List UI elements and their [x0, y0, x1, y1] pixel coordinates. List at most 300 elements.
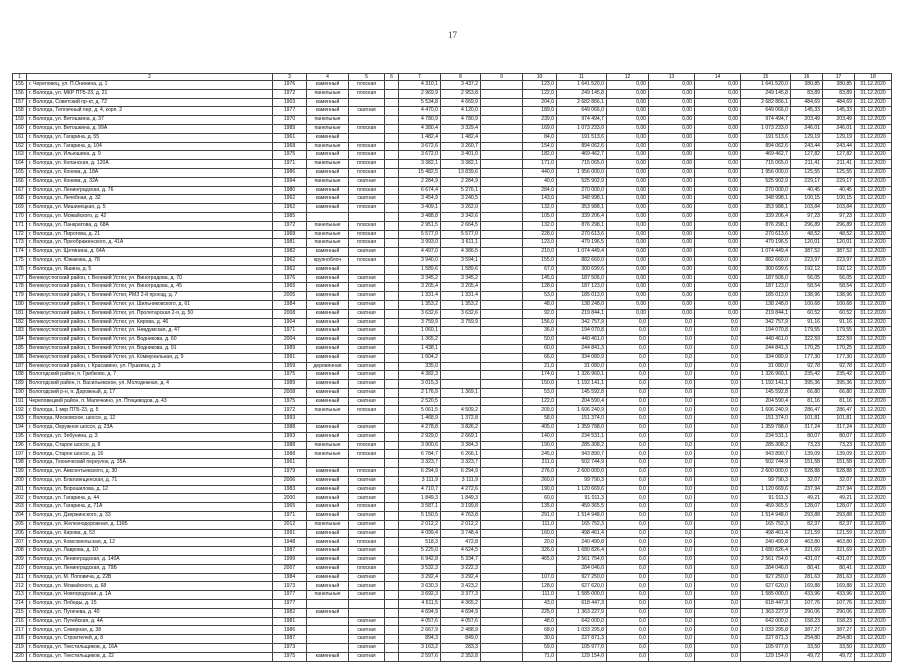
- specific-cost-cell: 387,27: [791, 626, 823, 635]
- total-area-cell: 4 057,6: [399, 617, 441, 626]
- total-area-cell: 2 667,9: [399, 626, 441, 635]
- col9-cell: [481, 204, 523, 213]
- living-area-cell: 4 624,5: [441, 547, 481, 556]
- roof-type-cell: [349, 459, 385, 468]
- col9-cell: [481, 309, 523, 318]
- owner-funds-cell: 187 506,0: [741, 274, 791, 283]
- wall-material-cell: каменный: [307, 485, 349, 494]
- col14-cell: 0,00: [695, 160, 741, 169]
- total-area-cell: 4 710,7: [399, 485, 441, 494]
- specific-cost-cell: 321,69: [791, 547, 823, 556]
- col9-cell: [481, 116, 523, 125]
- specific-cost-cell: 129,19: [791, 133, 823, 142]
- table-row: [13, 292, 892, 301]
- wall-material-cell: каменный: [307, 292, 349, 301]
- total-cost-cell: 459 365,5: [557, 503, 607, 512]
- table-row: [13, 397, 892, 406]
- max-cost-cell: 387,52: [823, 248, 855, 257]
- column-number-header: 7: [399, 74, 441, 81]
- living-area-cell: 3 632,6: [441, 309, 481, 318]
- living-area-cell: 3 199,8: [441, 503, 481, 512]
- completion-date-cell: 31.12.2020: [855, 582, 892, 591]
- row-index-cell: 169: [13, 204, 27, 213]
- total-area-cell: 6 784,7: [399, 450, 441, 459]
- total-cost-cell: 498 461,4: [557, 529, 607, 538]
- year-built-cell: 1983: [273, 485, 307, 494]
- row-index-cell: 218: [13, 635, 27, 644]
- col14-cell: 0,0: [695, 573, 741, 582]
- table-row: [13, 177, 892, 186]
- wall-material-cell: каменный: [307, 512, 349, 521]
- owner-funds-cell: 165 752,3: [741, 520, 791, 529]
- completion-date-cell: 31.12.2020: [855, 494, 892, 503]
- total-cost-cell: 618 447,3: [557, 600, 607, 609]
- col14-cell: 0,00: [695, 212, 741, 221]
- total-cost-cell: 1 680 826,4: [557, 547, 607, 556]
- col6-cell: [385, 520, 399, 529]
- column-number-header: 9: [481, 74, 523, 81]
- max-cost-cell: 56,05: [823, 274, 855, 283]
- specific-cost-cell: 49,21: [791, 494, 823, 503]
- col12-cell: 0,0: [607, 441, 649, 450]
- max-cost-cell: 138,96: [823, 292, 855, 301]
- total-area-cell: 3 409,1: [399, 204, 441, 213]
- row-index-cell: 158: [13, 107, 27, 116]
- wall-material-cell: каменный: [307, 380, 349, 389]
- completion-date-cell: 31.12.2020: [855, 309, 892, 318]
- owner-funds-cell: 459 365,5: [741, 503, 791, 512]
- address-cell: г. Вологда, ул. Кирова, д. 53: [27, 529, 273, 538]
- owner-funds-cell: 2 600 000,0: [741, 468, 791, 477]
- living-area-cell: 3 384,3: [441, 441, 481, 450]
- table-row: [13, 626, 892, 635]
- roof-type-cell: скатная: [349, 283, 385, 292]
- col6-cell: [385, 397, 399, 406]
- col9-cell: [481, 591, 523, 600]
- page-number: 17: [448, 30, 457, 40]
- wall-material-cell: каменный: [307, 274, 349, 283]
- wall-material-cell: [307, 600, 349, 609]
- completion-date-cell: 31.12.2020: [855, 432, 892, 441]
- total-cost-cell: 91 011,3: [557, 494, 607, 503]
- specific-cost-cell: 192,12: [791, 265, 823, 274]
- completion-date-cell: 31.12.2020: [855, 274, 892, 283]
- max-cost-cell: 296,89: [823, 221, 855, 230]
- row-index-cell: 219: [13, 644, 27, 653]
- residents-cell: 71,0: [523, 652, 557, 661]
- max-cost-cell: 80,41: [823, 564, 855, 573]
- max-cost-cell: 121,59: [823, 529, 855, 538]
- specific-cost-cell: 138,96: [791, 292, 823, 301]
- roof-type-cell: плоская: [349, 564, 385, 573]
- col12-cell: 0,0: [607, 494, 649, 503]
- owner-funds-cell: 469 462,7: [741, 151, 791, 160]
- owner-funds-cell: 194 070,8: [741, 327, 791, 336]
- total-area-cell: 1 849,3: [399, 494, 441, 503]
- roof-type-cell: скатная: [349, 573, 385, 582]
- address-cell: г. Вологда, ул. Ленинградская, д. 79Б: [27, 564, 273, 573]
- owner-funds-cell: 1 074 449,4: [741, 248, 791, 257]
- row-index-cell: 173: [13, 239, 27, 248]
- row-index-cell: 195: [13, 432, 27, 441]
- row-index-cell: 180: [13, 300, 27, 309]
- completion-date-cell: 31.12.2020: [855, 591, 892, 600]
- total-area-cell: 3 345,2: [399, 274, 441, 283]
- max-cost-cell: 103,84: [823, 204, 855, 213]
- address-cell: г. Череповец, ул. П.Онинина, д. 1: [27, 81, 273, 90]
- completion-date-cell: 31.12.2020: [855, 397, 892, 406]
- col6-cell: [385, 591, 399, 600]
- table-row: [13, 151, 892, 160]
- col6-cell: [385, 617, 399, 626]
- specific-cost-cell: 33,50: [791, 644, 823, 653]
- address-cell: г. Вологда, ул. Пирогова, д. 21: [27, 230, 273, 239]
- col6-cell: [385, 239, 399, 248]
- col12-cell: 0,00: [607, 151, 649, 160]
- col9-cell: [481, 248, 523, 257]
- row-index-cell: 217: [13, 626, 27, 635]
- col13-cell: 0,00: [649, 309, 695, 318]
- completion-date-cell: 31.12.2020: [855, 98, 892, 107]
- address-cell: г. Вологда, ул. Ильюшина, д. 9: [27, 151, 273, 160]
- col9-cell: [481, 459, 523, 468]
- total-area-cell: 4 310,1: [399, 81, 441, 90]
- col9-cell: [481, 406, 523, 415]
- address-cell: Вологодский р-н, п. Дорожный, д. 17: [27, 388, 273, 397]
- row-index-cell: 165: [13, 168, 27, 177]
- total-area-cell: 4 780,9: [399, 116, 441, 125]
- col6-cell: [385, 230, 399, 239]
- residents-cell: 405,0: [523, 424, 557, 433]
- address-cell: Великоустюгский район, г. Великий Устюг, ул. Шильниковского, д. 61: [27, 300, 273, 309]
- total-cost-cell: 300 699,6: [557, 265, 607, 274]
- completion-date-cell: 31.12.2020: [855, 371, 892, 380]
- total-area-cell: 1 353,2: [399, 300, 441, 309]
- wall-material-cell: [307, 617, 349, 626]
- col14-cell: 0,0: [695, 424, 741, 433]
- table-row: [13, 415, 892, 424]
- col12-cell: 0,00: [607, 98, 649, 107]
- residents-cell: 50,0: [523, 336, 557, 345]
- col13-cell: 0,0: [649, 494, 695, 503]
- completion-date-cell: 31.12.2020: [855, 300, 892, 309]
- specific-cost-cell: 286,47: [791, 406, 823, 415]
- roof-type-cell: скатная: [349, 362, 385, 371]
- year-built-cell: 2007: [273, 564, 307, 573]
- owner-funds-cell: 502 744,9: [741, 459, 791, 468]
- owner-funds-cell: 1 585 000,0: [741, 591, 791, 600]
- year-built-cell: 1962: [273, 204, 307, 213]
- col14-cell: 0,0: [695, 635, 741, 644]
- specific-cost-cell: 290,06: [791, 608, 823, 617]
- col9-cell: [481, 160, 523, 169]
- roof-type-cell: скатная: [349, 107, 385, 116]
- col6-cell: [385, 485, 399, 494]
- total-cost-cell: 1 073 233,0: [557, 124, 607, 133]
- row-index-cell: 156: [13, 89, 27, 98]
- specific-cost-cell: 293,88: [791, 512, 823, 521]
- address-cell: г. Вологда, ул. Авксентьевского, д. 30: [27, 468, 273, 477]
- roof-type-cell: [349, 608, 385, 617]
- max-cost-cell: 387,27: [823, 626, 855, 635]
- col6-cell: [385, 318, 399, 327]
- col14-cell: 0,0: [695, 494, 741, 503]
- completion-date-cell: 31.12.2020: [855, 503, 892, 512]
- total-area-cell: 3 163,2: [399, 644, 441, 653]
- total-area-cell: 3 488,8: [399, 212, 441, 221]
- address-cell: Великоустюгский район, г. Великий Устюг, РМЗ 2-й проезд, д. 7: [27, 292, 273, 301]
- col13-cell: 0,00: [649, 116, 695, 125]
- address-cell: г. Вологда, ул. Лаврова, д. 10: [27, 547, 273, 556]
- row-index-cell: 200: [13, 476, 27, 485]
- living-area-cell: 3 345,2: [441, 274, 481, 283]
- col6-cell: [385, 177, 399, 186]
- living-area-cell: 4 272,6: [441, 485, 481, 494]
- row-index-cell: 183: [13, 327, 27, 336]
- col6-cell: [385, 98, 399, 107]
- living-area-cell: 4 120,0: [441, 107, 481, 116]
- wall-material-cell: панельные: [307, 441, 349, 450]
- year-built-cell: 1988: [273, 424, 307, 433]
- owner-funds-cell: 1 680 826,4: [741, 547, 791, 556]
- table-row: [13, 476, 892, 485]
- specific-cost-cell: 100,68: [791, 300, 823, 309]
- total-area-cell: 6 674,4: [399, 186, 441, 195]
- residents-cell: 53,0: [523, 292, 557, 301]
- max-cost-cell: 229,17: [823, 177, 855, 186]
- living-area-cell: 2 669,1: [441, 432, 481, 441]
- col9-cell: [481, 283, 523, 292]
- col13-cell: 0,0: [649, 512, 695, 521]
- col14-cell: 0,0: [695, 529, 741, 538]
- col12-cell: 0,0: [607, 547, 649, 556]
- wall-material-cell: каменный: [307, 204, 349, 213]
- wall-material-cell: каменный: [307, 468, 349, 477]
- address-cell: г. Вологда, ул. Ворошилова, д. 12: [27, 485, 273, 494]
- year-built-cell: 1975: [273, 397, 307, 406]
- row-index-cell: 161: [13, 133, 27, 142]
- col6-cell: [385, 538, 399, 547]
- roof-type-cell: скатная: [349, 336, 385, 345]
- col6-cell: [385, 441, 399, 450]
- col13-cell: 0,00: [649, 212, 695, 221]
- roof-type-cell: плоская: [349, 468, 385, 477]
- col12-cell: 0,00: [607, 204, 649, 213]
- col14-cell: 0,00: [695, 116, 741, 125]
- row-index-cell: 192: [13, 406, 27, 415]
- address-cell: г. Вологда, ул. Лечебная, д. 32: [27, 195, 273, 204]
- table-row: [13, 380, 892, 389]
- table-row: [13, 538, 892, 547]
- col12-cell: 0,0: [607, 424, 649, 433]
- col12-cell: 0,00: [607, 300, 649, 309]
- row-index-cell: 205: [13, 520, 27, 529]
- col12-cell: 0,00: [607, 230, 649, 239]
- col12-cell: 0,0: [607, 512, 649, 521]
- owner-funds-cell: 1 606 240,9: [741, 406, 791, 415]
- specific-cost-cell: 60,52: [791, 309, 823, 318]
- col13-cell: 0,0: [649, 600, 695, 609]
- max-cost-cell: 433,96: [823, 591, 855, 600]
- max-cost-cell: 293,88: [823, 512, 855, 521]
- col9-cell: [481, 529, 523, 538]
- col12-cell: 0,00: [607, 256, 649, 265]
- total-cost-cell: 1 641 520,0: [557, 81, 607, 90]
- max-cost-cell: 97,23: [823, 212, 855, 221]
- total-cost-cell: 440 461,0: [557, 336, 607, 345]
- specific-cost-cell: 203,49: [791, 116, 823, 125]
- row-index-cell: 214: [13, 600, 27, 609]
- total-area-cell: 1 604,2: [399, 353, 441, 362]
- col6-cell: [385, 556, 399, 565]
- total-cost-cell: 974 494,7: [557, 116, 607, 125]
- year-built-cell: 1971: [273, 160, 307, 169]
- row-index-cell: 168: [13, 195, 27, 204]
- address-cell: г. Вологда, Технический переулок, д. 35А: [27, 459, 273, 468]
- year-built-cell: 1972: [273, 221, 307, 230]
- wall-material-cell: каменный: [307, 388, 349, 397]
- residents-cell: 291,0: [523, 512, 557, 521]
- address-cell: г. Вологда, ул. Дзержинского, д. 33: [27, 512, 273, 521]
- specific-cost-cell: 380,85: [791, 81, 823, 90]
- total-cost-cell: 1 192 141,1: [557, 380, 607, 389]
- col9-cell: [481, 212, 523, 221]
- total-cost-cell: 219 844,1: [557, 309, 607, 318]
- total-cost-cell: 2 600 000,0: [557, 468, 607, 477]
- wall-material-cell: панельные: [307, 406, 349, 415]
- col9-cell: [481, 168, 523, 177]
- specific-cost-cell: 281,63: [791, 573, 823, 582]
- year-built-cell: 1972: [273, 89, 307, 98]
- table-row: [13, 336, 892, 345]
- col14-cell: 0,0: [695, 353, 741, 362]
- specific-cost-cell: 223,97: [791, 256, 823, 265]
- owner-funds-cell: 285 308,2: [741, 441, 791, 450]
- col12-cell: 0,0: [607, 380, 649, 389]
- column-number-header: 12: [607, 74, 649, 81]
- table-row: [13, 441, 892, 450]
- roof-type-cell: скатная: [349, 177, 385, 186]
- col13-cell: 0,0: [649, 380, 695, 389]
- living-area-cell: 3 329,4: [441, 124, 481, 133]
- max-cost-cell: 158,23: [823, 617, 855, 626]
- col14-cell: 0,0: [695, 644, 741, 653]
- row-index-cell: 163: [13, 151, 27, 160]
- living-area-cell: 3 401,0: [441, 151, 481, 160]
- col14-cell: 0,00: [695, 274, 741, 283]
- address-cell: Великоустюгский район, г. Великий Устюг, ул. Пролетарская 2-я, д. 50: [27, 309, 273, 318]
- max-cost-cell: 203,49: [823, 116, 855, 125]
- col9-cell: [481, 512, 523, 521]
- row-index-cell: 203: [13, 503, 27, 512]
- total-area-cell: 5 534,8: [399, 98, 441, 107]
- col9-cell: [481, 336, 523, 345]
- roof-type-cell: [349, 133, 385, 142]
- max-cost-cell: 60,52: [823, 309, 855, 318]
- table-row: [13, 81, 892, 90]
- living-area-cell: [441, 380, 481, 389]
- row-index-cell: 157: [13, 98, 27, 107]
- owner-funds-cell: 284 046,0: [741, 564, 791, 573]
- col9-cell: [481, 256, 523, 265]
- total-cost-cell: 479 196,5: [557, 239, 607, 248]
- col12-cell: 0,0: [607, 336, 649, 345]
- roof-type-cell: [349, 98, 385, 107]
- completion-date-cell: 31.12.2020: [855, 652, 892, 661]
- residents-cell: 225,0: [523, 608, 557, 617]
- residents-cell: 107,0: [523, 573, 557, 582]
- col13-cell: 0,00: [649, 265, 695, 274]
- col9-cell: [481, 600, 523, 609]
- col12-cell: 0,0: [607, 432, 649, 441]
- col12-cell: 0,00: [607, 89, 649, 98]
- completion-date-cell: 31.12.2020: [855, 292, 892, 301]
- specific-cost-cell: 32,07: [791, 476, 823, 485]
- col12-cell: 0,00: [607, 177, 649, 186]
- total-cost-cell: 284 046,0: [557, 564, 607, 573]
- col14-cell: 0,0: [695, 318, 741, 327]
- col6-cell: [385, 274, 399, 283]
- row-index-cell: 215: [13, 608, 27, 617]
- year-built-cell: 1993: [273, 415, 307, 424]
- max-cost-cell: 237,94: [823, 485, 855, 494]
- col9-cell: [481, 195, 523, 204]
- col14-cell: 0,00: [695, 177, 741, 186]
- total-area-cell: 1 468,9: [399, 415, 441, 424]
- row-index-cell: 216: [13, 617, 27, 626]
- max-cost-cell: 48,52: [823, 230, 855, 239]
- col6-cell: [385, 344, 399, 353]
- col12-cell: 0,00: [607, 142, 649, 151]
- col12-cell: 0,00: [607, 160, 649, 169]
- year-built-cell: 2005: [273, 292, 307, 301]
- max-cost-cell: 73,23: [823, 441, 855, 450]
- max-cost-cell: 322,59: [823, 336, 855, 345]
- roof-type-cell: скатная: [349, 432, 385, 441]
- col13-cell: 0,0: [649, 459, 695, 468]
- col6-cell: [385, 494, 399, 503]
- col13-cell: 0,0: [649, 371, 695, 380]
- year-built-cell: 1977: [273, 591, 307, 600]
- specific-cost-cell: 82,37: [791, 520, 823, 529]
- table-row: [13, 371, 892, 380]
- address-cell: г. Вологда, ул. Мишинецкая, д. 5: [27, 204, 273, 213]
- completion-date-cell: 31.12.2020: [855, 239, 892, 248]
- completion-date-cell: 31.12.2020: [855, 415, 892, 424]
- wall-material-cell: панельные: [307, 124, 349, 133]
- owner-funds-cell: 187 123,0: [741, 283, 791, 292]
- max-cost-cell: 40,45: [823, 186, 855, 195]
- col6-cell: [385, 151, 399, 160]
- owner-funds-cell: 1 326 960,1: [741, 371, 791, 380]
- year-built-cell: 1962: [273, 265, 307, 274]
- row-index-cell: 204: [13, 512, 27, 521]
- col9-cell: [481, 573, 523, 582]
- address-cell: г. Вологда, ул. Можайского, д. 68: [27, 582, 273, 591]
- col13-cell: 0,0: [649, 353, 695, 362]
- table-row: [13, 274, 892, 283]
- col9-cell: [481, 300, 523, 309]
- table-row: [13, 485, 892, 494]
- year-built-cell: 1991: [273, 529, 307, 538]
- max-cost-cell: 81,16: [823, 397, 855, 406]
- max-cost-cell: 463,80: [823, 538, 855, 547]
- col9-cell: [481, 626, 523, 635]
- column-number-header: 10: [523, 74, 557, 81]
- column-number-header: 13: [649, 74, 695, 81]
- wall-material-cell: каменный: [307, 186, 349, 195]
- address-cell: г. Вологда, 1 мкр ПТБ-23, д. 5: [27, 406, 273, 415]
